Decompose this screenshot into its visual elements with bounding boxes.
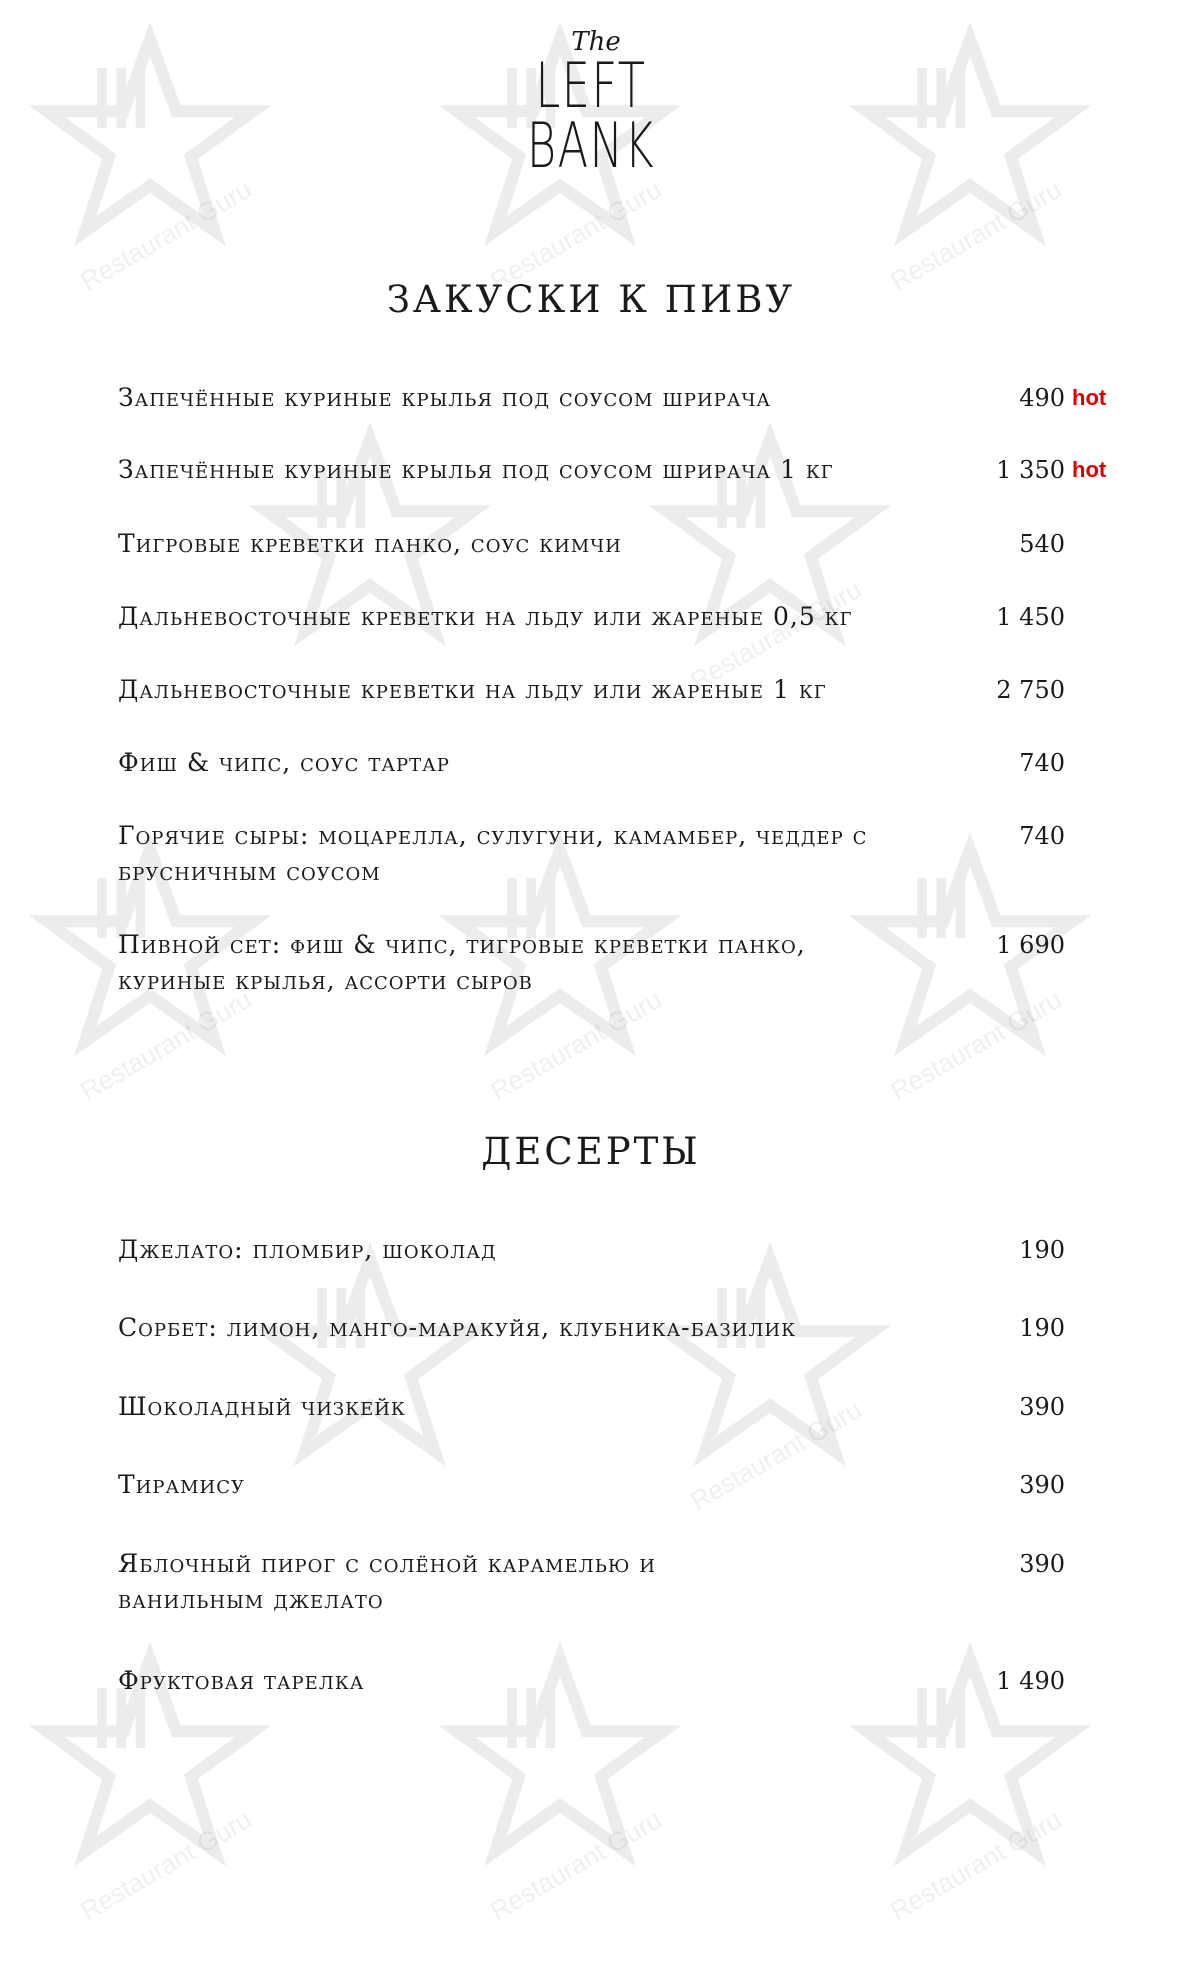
menu-item-name: Сорбет: лимон, манго-маракуйя, клубника-базилик: [118, 1313, 796, 1342]
menu-item-name: Пивной сет: фиш & чипс, тигровые креветки панко, куриные крылья, ассорти сыров: [118, 930, 806, 995]
menu-item-name: Тирамису: [118, 1470, 246, 1499]
menu-item-name: Шоколадный чизкейк: [118, 1392, 406, 1421]
section-title-beer-snacks: ЗАКУСКИ К ПИВУ: [386, 278, 796, 321]
menu-item-price: 1 350: [996, 456, 1065, 484]
menu-item: [118, 672, 1065, 708]
menu-item-price: 1 490: [996, 1667, 1065, 1695]
watermark-fork-star-icon: [250, 1240, 490, 1480]
watermark-text: Restaurant Guru: [75, 174, 257, 297]
menu-item-price: 190: [1019, 1314, 1065, 1342]
menu-item-price: 1 450: [996, 603, 1065, 631]
menu-item: [118, 452, 1065, 488]
menu-item: [118, 1310, 1065, 1346]
menu-item-price: 490: [1019, 384, 1065, 412]
menu-item: [118, 1467, 1065, 1503]
menu-item-name: Тигровые креветки панко, соус кимчи: [118, 529, 622, 558]
menu-item-price: 740: [1019, 749, 1065, 777]
watermark-text: Restaurant Guru: [685, 1394, 867, 1517]
menu-item: [118, 526, 1065, 562]
menu-item-name: Дальневосточные креветки на льду или жареные 1 кг: [118, 675, 827, 704]
menu-item: [118, 745, 1065, 781]
hot-badge: hot: [1072, 457, 1107, 482]
logo-the: The: [571, 27, 621, 57]
menu-item-name: Яблочный пирог с солёной карамелью и ванильным джелато: [118, 1549, 656, 1614]
menu-item: [118, 380, 1065, 416]
menu-item: [118, 1389, 1065, 1425]
menu-item: [118, 599, 1065, 635]
watermark-text: Restaurant Guru: [75, 984, 257, 1107]
watermark-text: Restaurant Guru: [485, 984, 667, 1107]
menu-item-price: 1 690: [996, 931, 1065, 959]
watermark-text: Restaurant Guru: [885, 984, 1067, 1107]
menu-item: [118, 1546, 1065, 1618]
menu-item-name: Горячие сыры: моцарелла, сулугуни, камамбер, чеддер с брусничным соусом: [118, 821, 868, 886]
menu-item-name: Джелато: пломбир, шоколад: [118, 1235, 497, 1264]
menu-item-name: Дальневосточные креветки на льду или жареные 0,5 кг: [118, 602, 853, 631]
restaurant-logo: [0, 27, 1182, 182]
watermark-text: Restaurant Guru: [485, 1804, 667, 1927]
logo-left: LEFT: [535, 49, 647, 122]
menu-item: [118, 1663, 1065, 1699]
menu-item-price: 2 750: [996, 676, 1065, 704]
menu-item: [118, 927, 1065, 999]
watermark-fork-star-icon: [650, 1240, 890, 1480]
watermark-text: Restaurant Guru: [75, 1804, 257, 1927]
menu-item-price: 390: [1019, 1393, 1065, 1421]
menu-item-name: Запечённые куриные крылья под соусом шрирача 1 кг: [118, 455, 834, 484]
section-title-desserts: ДЕСЕРТЫ: [481, 1130, 701, 1173]
menu-item-price: 540: [1019, 530, 1065, 558]
watermark-text: Restaurant Guru: [885, 1804, 1067, 1927]
watermark-text: Restaurant Guru: [885, 174, 1067, 297]
menu-item-name: Фруктовая тарелка: [118, 1666, 365, 1695]
menu-item-name: Запечённые куриные крылья под соусом шрирача: [118, 383, 772, 412]
menu-item-name: Фиш & чипс, соус тартар: [118, 748, 450, 777]
watermark-text: Restaurant Guru: [685, 574, 867, 697]
menu-item-price: 190: [1019, 1236, 1065, 1264]
menu-item-price: 390: [1019, 1471, 1065, 1499]
menu-item-price: 390: [1019, 1550, 1065, 1578]
menu-item: [118, 1232, 1065, 1268]
hot-badge: hot: [1072, 385, 1107, 410]
logo-bank: BANK: [526, 109, 656, 182]
menu-item: [118, 818, 1065, 890]
watermark-text: Restaurant Guru: [485, 174, 667, 297]
menu-item-price: 740: [1019, 822, 1065, 850]
